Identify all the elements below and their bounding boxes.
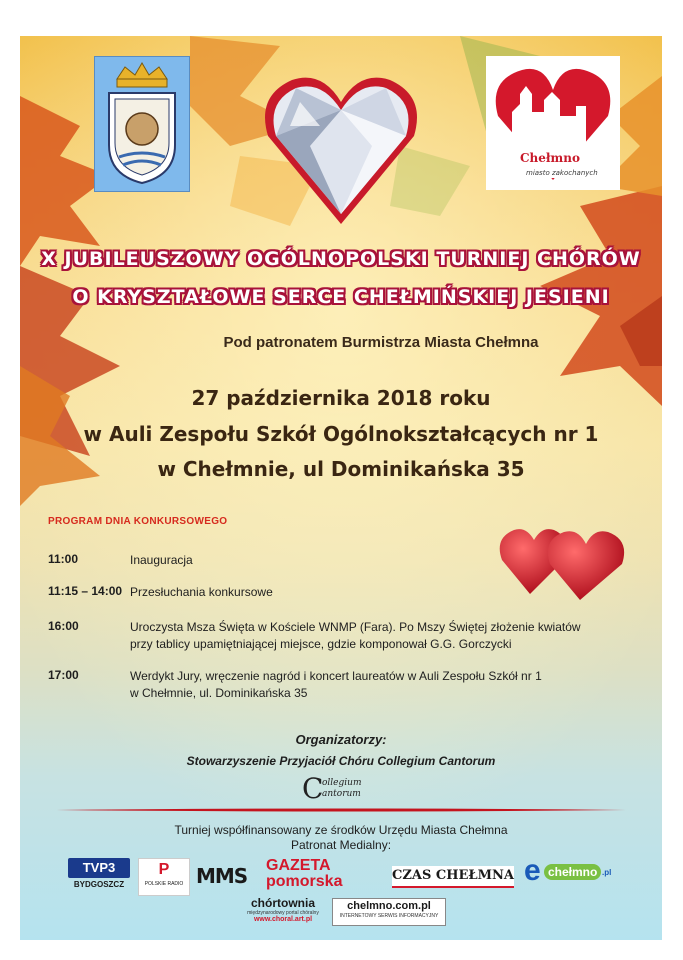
program-description-line: Inauguracja (130, 553, 193, 567)
crystal-heart-image (260, 66, 422, 228)
funding-note: Turniej współfinansowany ze środków Urzędu Miasta Chełmna (174, 823, 508, 837)
event-address: w Chełmnie, ul Dominikańska 35 (157, 457, 525, 481)
collegium-cantorum-logo (302, 772, 382, 805)
chelmno-com-pl-logo (332, 898, 446, 926)
program-title: PROGRAM DNIA KONKURSOWEGO (48, 516, 228, 527)
cc-logo-line2: antorum (322, 789, 361, 799)
organizer-name: Stowarzyszenie Przyjaciół Chóru Collegium Cantorum (186, 754, 496, 768)
chelmno-com-pl-subtitle: INTERNETOWY SERWIS INFORMACYJNY (339, 913, 439, 919)
gazeta-pomorska-logo (266, 858, 382, 894)
program-time: 11:15 – 14:00 (48, 584, 123, 598)
event-date: 27 października 2018 roku (191, 386, 491, 410)
title-line-1: X JUBILEUSZOWY OGÓLNOPOLSKI TURNIEJ CHÓRÓW (41, 248, 641, 270)
echelmno-logo (524, 854, 616, 888)
cc-logo-mark: C (302, 772, 324, 805)
coat-of-arms-logo (94, 56, 190, 192)
media-patronage-title: Patronat Medialny: (290, 838, 392, 852)
echelmno-suffix: .pl (602, 868, 612, 877)
organizers-title: Organizatorzy: (295, 732, 387, 747)
echelmno-e-icon: e (524, 854, 541, 887)
red-divider-line (56, 808, 626, 812)
polskie-radio-logo (138, 858, 190, 896)
title-line-2: O KRYSZTAŁOWE SERCE CHEŁMIŃSKIEJ JESIENI (72, 286, 610, 308)
program-description-line: Uroczysta Msza Święta w Kościele WNMP (Fara). Po Mszy Świętej złożenie kwiatów (130, 620, 581, 634)
czas-chelmna-title: CZAS CHEŁMNA (392, 868, 514, 883)
program-description-line: w Chełmnie, ul. Dominikańska 35 (130, 686, 308, 700)
tvp3-mark: TVP3 (68, 858, 130, 878)
program-description-line: przy tablicy upamiętniającej miejsce, gdzie komponował G.G. Gorczycki (130, 637, 512, 651)
chortownia-logo (238, 896, 328, 930)
gazeta-pomorska-line1: GAZETA (266, 857, 331, 874)
chelmno-city-logo (486, 56, 620, 190)
poster (20, 36, 662, 940)
polskie-radio-label: POLSKIE RADIO (144, 881, 184, 887)
gazeta-pomorska-line2: pomorska (266, 873, 343, 890)
two-hearts-icon (496, 522, 626, 602)
echelmno-name: chełmno (544, 864, 601, 880)
czas-chelmna-logo (392, 866, 514, 888)
program-description-line: Werdykt Jury, wręczenie nagród i koncert laureatów w Auli Zespołu Szkół nr 1 (130, 669, 542, 683)
program-time: 11:00 (48, 552, 79, 566)
chortownia-url: www.choral.art.pl (253, 916, 313, 923)
mms-logo: MMS (196, 864, 248, 888)
chelmno-com-pl-name: chelmno.com.pl (347, 900, 431, 912)
chelmno-logo-tagline: miasto zakochanych (526, 169, 598, 177)
event-venue: w Auli Zespołu Szkół Ogólnokształcących nr 1 (83, 422, 599, 446)
polskie-radio-mark: P (158, 861, 170, 878)
program-time: 16:00 (48, 619, 79, 633)
chortownia-subtitle: międzynarodowy portal chóralny (247, 910, 319, 916)
program-time: 17:00 (48, 668, 79, 682)
program-description (130, 619, 618, 653)
chortownia-name: chórtownia (250, 896, 315, 910)
chelmno-logo-word: Chełmno (520, 151, 580, 165)
crest-icon (95, 57, 189, 191)
tvp3-bydgoszcz-logo (68, 858, 130, 894)
patronage-text: Pod patronatem Burmistrza Miasta Chełmna (223, 334, 539, 351)
program-description-line: Przesłuchania konkursowe (130, 585, 273, 599)
cc-logo-line1: ollegium (322, 778, 362, 788)
tvp3-city: BYDGOSZCZ (73, 880, 125, 889)
program-description (130, 668, 618, 702)
